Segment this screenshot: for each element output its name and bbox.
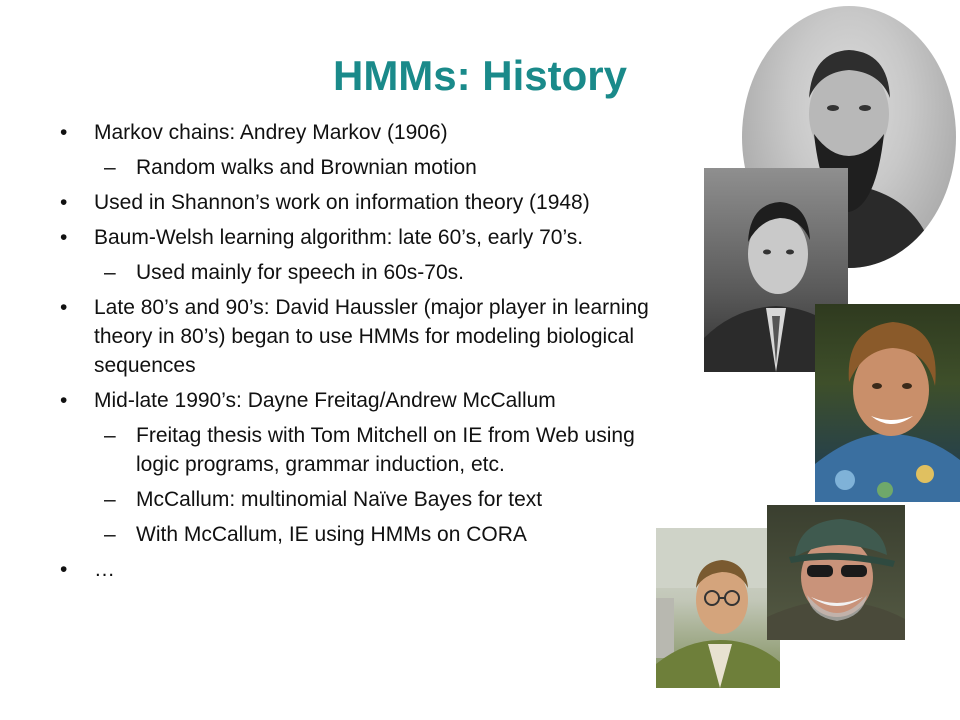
dash-marker: –	[104, 523, 116, 546]
portrait-illustration	[656, 528, 780, 688]
bullet-item	[60, 293, 670, 380]
portrait-illustration	[767, 505, 905, 640]
bullet-text: Baum-Welsh learning algorithm: late 60’s, early 70’s.	[94, 226, 584, 249]
sub-bullet-item	[60, 520, 670, 549]
sub-bullet-text: McCallum: multinomial Naïve Bayes for text	[136, 488, 543, 511]
bullet-text: Markov chains: Andrey Markov (1906)	[94, 121, 448, 144]
slide-title: HMMs: History	[332, 52, 628, 99]
bullet-marker: •	[60, 121, 68, 144]
bullet-marker: •	[60, 296, 68, 319]
sub-bullet-item	[60, 421, 670, 479]
portrait-photo-freitag	[656, 528, 780, 688]
bullet-marker: •	[60, 226, 68, 249]
bullet-item	[60, 386, 670, 415]
bullet-list	[60, 118, 670, 584]
bullet-text: …	[94, 558, 115, 581]
bullet-item	[60, 555, 670, 584]
bullet-marker: •	[60, 558, 68, 581]
bullet-marker: •	[60, 389, 68, 412]
sub-bullet-text: Used mainly for speech in 60s-70s.	[136, 261, 464, 284]
bullet-text: Mid-late 1990’s: Dayne Freitag/Andrew McCallum	[94, 389, 556, 412]
sub-bullet-item	[60, 153, 670, 182]
sub-bullet-text: Random walks and Brownian motion	[136, 156, 477, 179]
sub-bullet-item	[60, 485, 670, 514]
portrait-photo-mccallum	[767, 505, 905, 640]
dash-marker: –	[104, 156, 116, 179]
bullet-text: Used in Shannon’s work on information theory (1948)	[94, 191, 590, 214]
dash-marker: –	[104, 424, 116, 447]
bullet-item	[60, 223, 670, 252]
dash-marker: –	[104, 261, 116, 284]
sub-bullet-text: Freitag thesis with Tom Mitchell on IE from Web using logic programs, grammar induction, etc.	[136, 424, 635, 476]
sub-bullet-item	[60, 258, 670, 287]
bullet-text: Late 80’s and 90’s: David Haussler (major player in learning theory in 80’s) began to use HMMs for modeling biological sequences	[94, 296, 649, 377]
bullet-item	[60, 118, 670, 147]
portrait-photo-haussler	[815, 304, 960, 502]
sub-bullet-text: With McCallum, IE using HMMs on CORA	[136, 523, 527, 546]
bullet-marker: •	[60, 191, 68, 214]
bullet-item	[60, 188, 670, 217]
dash-marker: –	[104, 488, 116, 511]
portrait-illustration	[815, 304, 960, 502]
